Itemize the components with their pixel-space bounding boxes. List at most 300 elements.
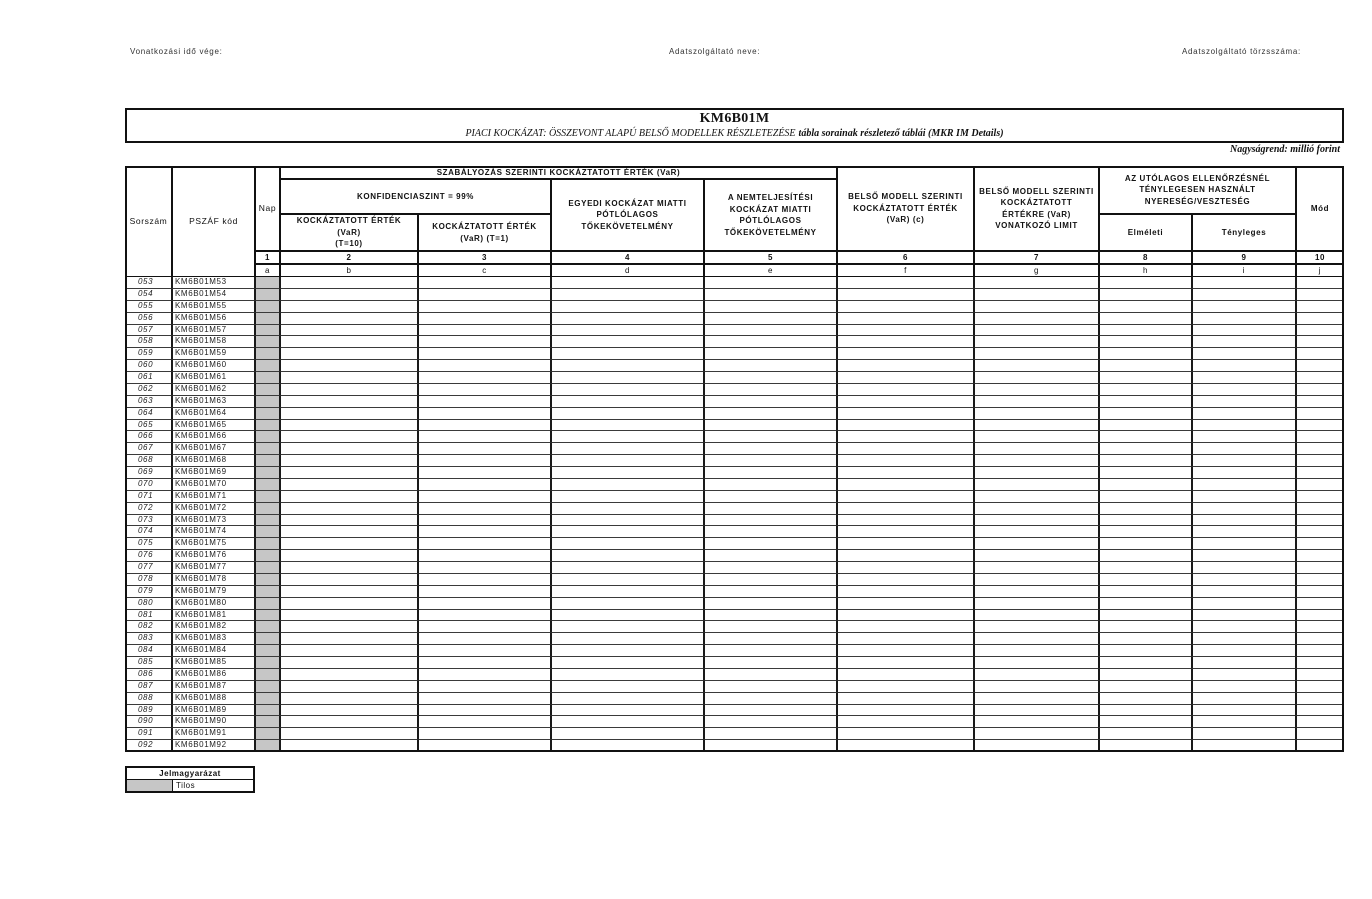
value-cell-col-4[interactable] <box>551 538 704 550</box>
value-cell-col-6[interactable] <box>837 669 974 681</box>
value-cell-col-3[interactable] <box>418 669 551 681</box>
value-cell-col-3[interactable] <box>418 515 551 527</box>
value-cell-col-4[interactable] <box>551 408 704 420</box>
value-cell-col-8[interactable] <box>1099 574 1192 586</box>
value-cell-col-2[interactable] <box>280 705 418 717</box>
value-cell-col-5[interactable] <box>704 336 837 348</box>
value-cell-col-4[interactable] <box>551 348 704 360</box>
value-cell-col-3[interactable] <box>418 740 551 752</box>
value-cell-col-5[interactable] <box>704 443 837 455</box>
value-cell-col-2[interactable] <box>280 574 418 586</box>
value-cell-col-3[interactable] <box>418 277 551 289</box>
value-cell-col-9[interactable] <box>1192 526 1296 538</box>
value-cell-col-10[interactable] <box>1296 467 1344 479</box>
value-cell-col-3[interactable] <box>418 681 551 693</box>
value-cell-col-7[interactable] <box>974 396 1099 408</box>
value-cell-col-8[interactable] <box>1099 325 1192 337</box>
value-cell-col-8[interactable] <box>1099 610 1192 622</box>
value-cell-col-9[interactable] <box>1192 633 1296 645</box>
value-cell-col-7[interactable] <box>974 408 1099 420</box>
value-cell-col-10[interactable] <box>1296 586 1344 598</box>
value-cell-col-4[interactable] <box>551 325 704 337</box>
value-cell-col-3[interactable] <box>418 503 551 515</box>
value-cell-col-9[interactable] <box>1192 455 1296 467</box>
value-cell-col-4[interactable] <box>551 277 704 289</box>
value-cell-col-4[interactable] <box>551 396 704 408</box>
value-cell-col-8[interactable] <box>1099 277 1192 289</box>
value-cell-col-2[interactable] <box>280 657 418 669</box>
value-cell-col-10[interactable] <box>1296 538 1344 550</box>
value-cell-col-8[interactable] <box>1099 728 1192 740</box>
value-cell-col-4[interactable] <box>551 313 704 325</box>
value-cell-col-10[interactable] <box>1296 669 1344 681</box>
value-cell-col-8[interactable] <box>1099 645 1192 657</box>
value-cell-col-2[interactable] <box>280 431 418 443</box>
value-cell-col-6[interactable] <box>837 586 974 598</box>
value-cell-col-7[interactable] <box>974 586 1099 598</box>
value-cell-col-3[interactable] <box>418 360 551 372</box>
value-cell-col-6[interactable] <box>837 550 974 562</box>
value-cell-col-10[interactable] <box>1296 526 1344 538</box>
value-cell-col-5[interactable] <box>704 705 837 717</box>
value-cell-col-10[interactable] <box>1296 681 1344 693</box>
value-cell-col-3[interactable] <box>418 443 551 455</box>
value-cell-col-10[interactable] <box>1296 325 1344 337</box>
value-cell-col-3[interactable] <box>418 526 551 538</box>
value-cell-col-6[interactable] <box>837 384 974 396</box>
value-cell-col-2[interactable] <box>280 372 418 384</box>
value-cell-col-2[interactable] <box>280 336 418 348</box>
value-cell-col-5[interactable] <box>704 633 837 645</box>
value-cell-col-5[interactable] <box>704 289 837 301</box>
value-cell-col-4[interactable] <box>551 479 704 491</box>
value-cell-col-6[interactable] <box>837 360 974 372</box>
value-cell-col-7[interactable] <box>974 503 1099 515</box>
value-cell-col-10[interactable] <box>1296 610 1344 622</box>
value-cell-col-10[interactable] <box>1296 479 1344 491</box>
value-cell-col-3[interactable] <box>418 479 551 491</box>
value-cell-col-3[interactable] <box>418 396 551 408</box>
value-cell-col-3[interactable] <box>418 538 551 550</box>
value-cell-col-6[interactable] <box>837 313 974 325</box>
value-cell-col-5[interactable] <box>704 574 837 586</box>
value-cell-col-5[interactable] <box>704 716 837 728</box>
value-cell-col-2[interactable] <box>280 550 418 562</box>
value-cell-col-6[interactable] <box>837 443 974 455</box>
value-cell-col-9[interactable] <box>1192 443 1296 455</box>
value-cell-col-9[interactable] <box>1192 277 1296 289</box>
value-cell-col-10[interactable] <box>1296 455 1344 467</box>
value-cell-col-8[interactable] <box>1099 550 1192 562</box>
value-cell-col-8[interactable] <box>1099 455 1192 467</box>
value-cell-col-7[interactable] <box>974 562 1099 574</box>
value-cell-col-5[interactable] <box>704 740 837 752</box>
value-cell-col-2[interactable] <box>280 562 418 574</box>
value-cell-col-8[interactable] <box>1099 420 1192 432</box>
value-cell-col-9[interactable] <box>1192 348 1296 360</box>
value-cell-col-4[interactable] <box>551 728 704 740</box>
value-cell-col-2[interactable] <box>280 586 418 598</box>
value-cell-col-4[interactable] <box>551 289 704 301</box>
value-cell-col-3[interactable] <box>418 550 551 562</box>
value-cell-col-7[interactable] <box>974 479 1099 491</box>
value-cell-col-10[interactable] <box>1296 360 1344 372</box>
value-cell-col-9[interactable] <box>1192 336 1296 348</box>
value-cell-col-2[interactable] <box>280 526 418 538</box>
value-cell-col-7[interactable] <box>974 645 1099 657</box>
value-cell-col-2[interactable] <box>280 610 418 622</box>
value-cell-col-6[interactable] <box>837 348 974 360</box>
value-cell-col-9[interactable] <box>1192 657 1296 669</box>
value-cell-col-9[interactable] <box>1192 740 1296 752</box>
value-cell-col-8[interactable] <box>1099 657 1192 669</box>
value-cell-col-2[interactable] <box>280 420 418 432</box>
value-cell-col-10[interactable] <box>1296 384 1344 396</box>
value-cell-col-4[interactable] <box>551 705 704 717</box>
value-cell-col-9[interactable] <box>1192 728 1296 740</box>
value-cell-col-4[interactable] <box>551 598 704 610</box>
value-cell-col-3[interactable] <box>418 716 551 728</box>
value-cell-col-8[interactable] <box>1099 396 1192 408</box>
value-cell-col-3[interactable] <box>418 693 551 705</box>
value-cell-col-2[interactable] <box>280 455 418 467</box>
value-cell-col-8[interactable] <box>1099 669 1192 681</box>
value-cell-col-8[interactable] <box>1099 693 1192 705</box>
value-cell-col-5[interactable] <box>704 669 837 681</box>
value-cell-col-5[interactable] <box>704 372 837 384</box>
value-cell-col-6[interactable] <box>837 633 974 645</box>
value-cell-col-10[interactable] <box>1296 693 1344 705</box>
value-cell-col-6[interactable] <box>837 728 974 740</box>
value-cell-col-3[interactable] <box>418 313 551 325</box>
value-cell-col-3[interactable] <box>418 621 551 633</box>
value-cell-col-6[interactable] <box>837 372 974 384</box>
value-cell-col-2[interactable] <box>280 443 418 455</box>
value-cell-col-5[interactable] <box>704 479 837 491</box>
value-cell-col-8[interactable] <box>1099 586 1192 598</box>
value-cell-col-10[interactable] <box>1296 716 1344 728</box>
value-cell-col-2[interactable] <box>280 277 418 289</box>
value-cell-col-8[interactable] <box>1099 515 1192 527</box>
value-cell-col-4[interactable] <box>551 467 704 479</box>
value-cell-col-9[interactable] <box>1192 503 1296 515</box>
value-cell-col-5[interactable] <box>704 408 837 420</box>
value-cell-col-7[interactable] <box>974 610 1099 622</box>
value-cell-col-7[interactable] <box>974 313 1099 325</box>
value-cell-col-7[interactable] <box>974 716 1099 728</box>
value-cell-col-10[interactable] <box>1296 372 1344 384</box>
value-cell-col-5[interactable] <box>704 621 837 633</box>
value-cell-col-7[interactable] <box>974 301 1099 313</box>
value-cell-col-7[interactable] <box>974 574 1099 586</box>
value-cell-col-8[interactable] <box>1099 562 1192 574</box>
value-cell-col-9[interactable] <box>1192 408 1296 420</box>
value-cell-col-9[interactable] <box>1192 372 1296 384</box>
value-cell-col-6[interactable] <box>837 716 974 728</box>
value-cell-col-7[interactable] <box>974 693 1099 705</box>
value-cell-col-9[interactable] <box>1192 479 1296 491</box>
value-cell-col-3[interactable] <box>418 420 551 432</box>
value-cell-col-4[interactable] <box>551 681 704 693</box>
value-cell-col-8[interactable] <box>1099 443 1192 455</box>
value-cell-col-4[interactable] <box>551 740 704 752</box>
value-cell-col-4[interactable] <box>551 336 704 348</box>
value-cell-col-6[interactable] <box>837 420 974 432</box>
value-cell-col-5[interactable] <box>704 420 837 432</box>
value-cell-col-9[interactable] <box>1192 562 1296 574</box>
value-cell-col-8[interactable] <box>1099 503 1192 515</box>
value-cell-col-6[interactable] <box>837 645 974 657</box>
value-cell-col-4[interactable] <box>551 372 704 384</box>
value-cell-col-10[interactable] <box>1296 431 1344 443</box>
value-cell-col-10[interactable] <box>1296 491 1344 503</box>
value-cell-col-6[interactable] <box>837 621 974 633</box>
value-cell-col-9[interactable] <box>1192 467 1296 479</box>
value-cell-col-3[interactable] <box>418 728 551 740</box>
value-cell-col-2[interactable] <box>280 633 418 645</box>
value-cell-col-7[interactable] <box>974 526 1099 538</box>
value-cell-col-6[interactable] <box>837 396 974 408</box>
value-cell-col-6[interactable] <box>837 479 974 491</box>
value-cell-col-4[interactable] <box>551 503 704 515</box>
value-cell-col-4[interactable] <box>551 420 704 432</box>
value-cell-col-2[interactable] <box>280 408 418 420</box>
value-cell-col-7[interactable] <box>974 325 1099 337</box>
value-cell-col-5[interactable] <box>704 586 837 598</box>
value-cell-col-10[interactable] <box>1296 728 1344 740</box>
value-cell-col-6[interactable] <box>837 693 974 705</box>
value-cell-col-2[interactable] <box>280 348 418 360</box>
value-cell-col-9[interactable] <box>1192 538 1296 550</box>
value-cell-col-3[interactable] <box>418 455 551 467</box>
value-cell-col-2[interactable] <box>280 384 418 396</box>
value-cell-col-7[interactable] <box>974 681 1099 693</box>
value-cell-col-2[interactable] <box>280 538 418 550</box>
value-cell-col-9[interactable] <box>1192 491 1296 503</box>
value-cell-col-6[interactable] <box>837 538 974 550</box>
value-cell-col-4[interactable] <box>551 431 704 443</box>
value-cell-col-6[interactable] <box>837 740 974 752</box>
value-cell-col-9[interactable] <box>1192 550 1296 562</box>
value-cell-col-8[interactable] <box>1099 633 1192 645</box>
value-cell-col-10[interactable] <box>1296 301 1344 313</box>
value-cell-col-4[interactable] <box>551 526 704 538</box>
value-cell-col-2[interactable] <box>280 313 418 325</box>
value-cell-col-5[interactable] <box>704 681 837 693</box>
value-cell-col-2[interactable] <box>280 301 418 313</box>
value-cell-col-6[interactable] <box>837 705 974 717</box>
value-cell-col-3[interactable] <box>418 586 551 598</box>
value-cell-col-7[interactable] <box>974 669 1099 681</box>
value-cell-col-2[interactable] <box>280 621 418 633</box>
value-cell-col-8[interactable] <box>1099 681 1192 693</box>
value-cell-col-9[interactable] <box>1192 681 1296 693</box>
value-cell-col-10[interactable] <box>1296 550 1344 562</box>
value-cell-col-6[interactable] <box>837 574 974 586</box>
value-cell-col-5[interactable] <box>704 515 837 527</box>
value-cell-col-6[interactable] <box>837 657 974 669</box>
value-cell-col-5[interactable] <box>704 526 837 538</box>
value-cell-col-4[interactable] <box>551 384 704 396</box>
value-cell-col-2[interactable] <box>280 289 418 301</box>
value-cell-col-4[interactable] <box>551 455 704 467</box>
value-cell-col-5[interactable] <box>704 396 837 408</box>
value-cell-col-5[interactable] <box>704 728 837 740</box>
value-cell-col-2[interactable] <box>280 693 418 705</box>
value-cell-col-7[interactable] <box>974 598 1099 610</box>
value-cell-col-7[interactable] <box>974 455 1099 467</box>
value-cell-col-8[interactable] <box>1099 740 1192 752</box>
value-cell-col-9[interactable] <box>1192 301 1296 313</box>
value-cell-col-3[interactable] <box>418 610 551 622</box>
value-cell-col-10[interactable] <box>1296 657 1344 669</box>
value-cell-col-5[interactable] <box>704 503 837 515</box>
value-cell-col-5[interactable] <box>704 313 837 325</box>
value-cell-col-6[interactable] <box>837 336 974 348</box>
value-cell-col-9[interactable] <box>1192 325 1296 337</box>
value-cell-col-9[interactable] <box>1192 574 1296 586</box>
value-cell-col-8[interactable] <box>1099 408 1192 420</box>
value-cell-col-9[interactable] <box>1192 645 1296 657</box>
value-cell-col-9[interactable] <box>1192 431 1296 443</box>
value-cell-col-2[interactable] <box>280 325 418 337</box>
value-cell-col-5[interactable] <box>704 657 837 669</box>
value-cell-col-2[interactable] <box>280 515 418 527</box>
value-cell-col-9[interactable] <box>1192 289 1296 301</box>
value-cell-col-6[interactable] <box>837 598 974 610</box>
value-cell-col-8[interactable] <box>1099 479 1192 491</box>
value-cell-col-2[interactable] <box>280 467 418 479</box>
value-cell-col-8[interactable] <box>1099 360 1192 372</box>
value-cell-col-6[interactable] <box>837 491 974 503</box>
value-cell-col-9[interactable] <box>1192 420 1296 432</box>
value-cell-col-9[interactable] <box>1192 313 1296 325</box>
value-cell-col-3[interactable] <box>418 491 551 503</box>
value-cell-col-5[interactable] <box>704 384 837 396</box>
value-cell-col-8[interactable] <box>1099 621 1192 633</box>
value-cell-col-7[interactable] <box>974 621 1099 633</box>
value-cell-col-7[interactable] <box>974 277 1099 289</box>
value-cell-col-2[interactable] <box>280 645 418 657</box>
value-cell-col-5[interactable] <box>704 693 837 705</box>
value-cell-col-10[interactable] <box>1296 420 1344 432</box>
value-cell-col-7[interactable] <box>974 538 1099 550</box>
value-cell-col-10[interactable] <box>1296 503 1344 515</box>
value-cell-col-5[interactable] <box>704 598 837 610</box>
value-cell-col-5[interactable] <box>704 550 837 562</box>
value-cell-col-4[interactable] <box>551 645 704 657</box>
value-cell-col-6[interactable] <box>837 526 974 538</box>
value-cell-col-9[interactable] <box>1192 716 1296 728</box>
value-cell-col-7[interactable] <box>974 420 1099 432</box>
value-cell-col-4[interactable] <box>551 301 704 313</box>
value-cell-col-7[interactable] <box>974 491 1099 503</box>
value-cell-col-3[interactable] <box>418 289 551 301</box>
value-cell-col-2[interactable] <box>280 479 418 491</box>
value-cell-col-6[interactable] <box>837 503 974 515</box>
value-cell-col-7[interactable] <box>974 443 1099 455</box>
value-cell-col-4[interactable] <box>551 550 704 562</box>
value-cell-col-7[interactable] <box>974 467 1099 479</box>
value-cell-col-10[interactable] <box>1296 336 1344 348</box>
value-cell-col-4[interactable] <box>551 657 704 669</box>
value-cell-col-10[interactable] <box>1296 740 1344 752</box>
value-cell-col-5[interactable] <box>704 277 837 289</box>
value-cell-col-8[interactable] <box>1099 467 1192 479</box>
value-cell-col-6[interactable] <box>837 681 974 693</box>
value-cell-col-4[interactable] <box>551 562 704 574</box>
value-cell-col-3[interactable] <box>418 408 551 420</box>
value-cell-col-8[interactable] <box>1099 526 1192 538</box>
value-cell-col-10[interactable] <box>1296 621 1344 633</box>
value-cell-col-9[interactable] <box>1192 621 1296 633</box>
value-cell-col-7[interactable] <box>974 633 1099 645</box>
value-cell-col-7[interactable] <box>974 550 1099 562</box>
value-cell-col-10[interactable] <box>1296 645 1344 657</box>
value-cell-col-9[interactable] <box>1192 515 1296 527</box>
value-cell-col-7[interactable] <box>974 360 1099 372</box>
value-cell-col-3[interactable] <box>418 598 551 610</box>
value-cell-col-10[interactable] <box>1296 562 1344 574</box>
value-cell-col-2[interactable] <box>280 503 418 515</box>
value-cell-col-10[interactable] <box>1296 348 1344 360</box>
value-cell-col-3[interactable] <box>418 336 551 348</box>
value-cell-col-4[interactable] <box>551 491 704 503</box>
value-cell-col-4[interactable] <box>551 515 704 527</box>
value-cell-col-2[interactable] <box>280 669 418 681</box>
value-cell-col-3[interactable] <box>418 645 551 657</box>
value-cell-col-6[interactable] <box>837 325 974 337</box>
value-cell-col-8[interactable] <box>1099 313 1192 325</box>
value-cell-col-10[interactable] <box>1296 408 1344 420</box>
value-cell-col-2[interactable] <box>280 396 418 408</box>
value-cell-col-8[interactable] <box>1099 705 1192 717</box>
value-cell-col-3[interactable] <box>418 431 551 443</box>
value-cell-col-10[interactable] <box>1296 633 1344 645</box>
value-cell-col-4[interactable] <box>551 693 704 705</box>
value-cell-col-9[interactable] <box>1192 669 1296 681</box>
value-cell-col-8[interactable] <box>1099 491 1192 503</box>
value-cell-col-4[interactable] <box>551 574 704 586</box>
value-cell-col-5[interactable] <box>704 610 837 622</box>
value-cell-col-7[interactable] <box>974 384 1099 396</box>
value-cell-col-7[interactable] <box>974 657 1099 669</box>
value-cell-col-3[interactable] <box>418 384 551 396</box>
value-cell-col-3[interactable] <box>418 467 551 479</box>
value-cell-col-9[interactable] <box>1192 610 1296 622</box>
value-cell-col-7[interactable] <box>974 289 1099 301</box>
value-cell-col-9[interactable] <box>1192 693 1296 705</box>
value-cell-col-8[interactable] <box>1099 348 1192 360</box>
value-cell-col-8[interactable] <box>1099 538 1192 550</box>
value-cell-col-7[interactable] <box>974 515 1099 527</box>
value-cell-col-10[interactable] <box>1296 443 1344 455</box>
value-cell-col-7[interactable] <box>974 348 1099 360</box>
value-cell-col-3[interactable] <box>418 633 551 645</box>
value-cell-col-8[interactable] <box>1099 598 1192 610</box>
value-cell-col-4[interactable] <box>551 669 704 681</box>
value-cell-col-7[interactable] <box>974 372 1099 384</box>
value-cell-col-4[interactable] <box>551 633 704 645</box>
value-cell-col-6[interactable] <box>837 562 974 574</box>
value-cell-col-2[interactable] <box>280 716 418 728</box>
value-cell-col-3[interactable] <box>418 348 551 360</box>
value-cell-col-9[interactable] <box>1192 360 1296 372</box>
value-cell-col-6[interactable] <box>837 301 974 313</box>
value-cell-col-6[interactable] <box>837 408 974 420</box>
value-cell-col-4[interactable] <box>551 610 704 622</box>
value-cell-col-9[interactable] <box>1192 586 1296 598</box>
